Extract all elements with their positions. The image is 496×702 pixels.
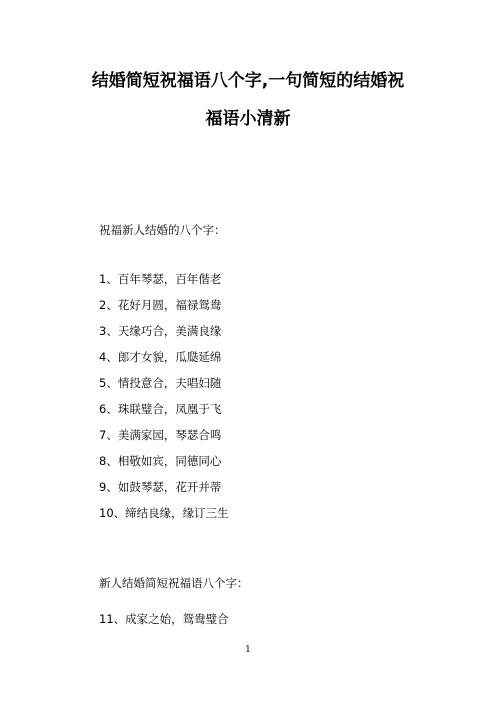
list-item: 11、成家之始，鸳鸯璧合 bbox=[99, 612, 229, 626]
list-item: 6、珠联璧合，凤凰于飞 bbox=[99, 402, 222, 416]
document-title-line-2: 福语小清新 bbox=[205, 109, 291, 129]
document-title-line-1: 结婚简短祝福语八个字,一句简短的结婚祝 bbox=[91, 71, 405, 91]
list-item: 5、情投意合，夫唱妇随 bbox=[99, 376, 222, 390]
list-item: 9、如鼓琴瑟，花开并蒂 bbox=[99, 480, 222, 494]
section-heading: 新人结婚简短祝福语八个字： bbox=[99, 576, 249, 590]
list-item: 7、美满家园，琴瑟合鸣 bbox=[99, 428, 222, 442]
list-item: 3、天缘巧合，美满良缘 bbox=[99, 324, 222, 338]
page-number: 1 bbox=[245, 645, 251, 655]
list-item: 10、缔结良缘，缘订三生 bbox=[99, 506, 229, 520]
list-item: 2、花好月圆，福禄鸳鸯 bbox=[99, 298, 222, 312]
section-heading: 祝福新人结婚的八个字： bbox=[99, 223, 226, 237]
list-item: 1、百年琴瑟，百年偕老 bbox=[99, 272, 222, 286]
list-item: 4、郎才女貌，瓜瓞延绵 bbox=[99, 350, 222, 364]
list-item: 8、相敬如宾，同德同心 bbox=[99, 454, 222, 468]
